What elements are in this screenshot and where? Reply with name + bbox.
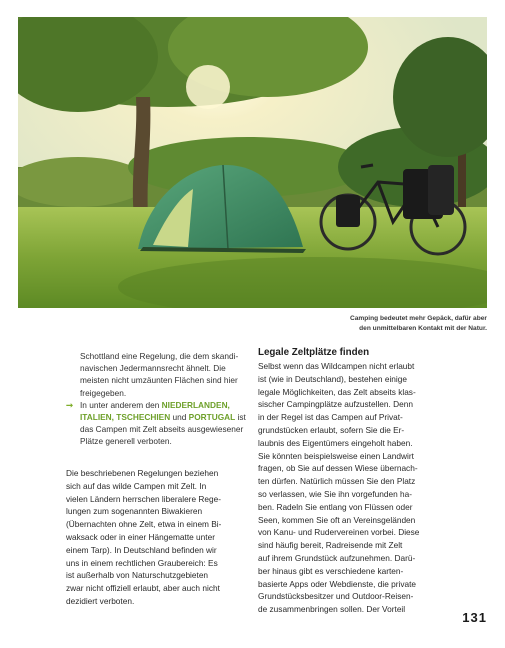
bullet-text: In unter anderem den [80, 399, 162, 410]
body-line: grundstücken erlaubt, sofern Sie die Er- [258, 424, 405, 435]
body-line: legale Möglichkeiten, das Zelt abseits klas- [258, 386, 416, 397]
body-line: de zusammenbringen sollen. Der Vorteil [258, 604, 406, 615]
bullet-and: und [170, 412, 189, 423]
bullet-line-3: das Campen mit Zelt abseits ausgewiesener [80, 424, 244, 435]
body-line: uns in einem rechtlichen Graubereich: Es [66, 557, 218, 568]
bullet-line-4: Plätze generell verboten. [80, 436, 172, 447]
country-czechia: TSCHECHIEN [116, 412, 171, 423]
section-heading: Legale Zeltplätze finden [258, 347, 370, 358]
country-netherlands: NIEDERLANDEN, [161, 399, 230, 410]
country-italy: ITALIEN, [80, 412, 114, 423]
body-line: auf ihrem Grundstück aufzunehmen. Darü- [258, 552, 416, 563]
box-line: navischen Jedermannsrecht ähnelt. Die [80, 363, 226, 374]
body-line: fragen, ob Sie auf dessen Wiese übernach- [258, 463, 418, 474]
caption-line-1: Camping bedeutet mehr Gepäck, dafür aber [349, 315, 487, 322]
box-line: meisten nicht umzäunten Flächen sind hier [80, 375, 238, 386]
camping-photo-illustration [18, 17, 487, 308]
right-column [258, 346, 448, 616]
body-line: ber hinaus gibt es verschiedene karten- [258, 565, 404, 576]
body-line: in der Regel ist das Campen auf Privat- [258, 412, 403, 423]
body-line: laubnis des Eigentümers eingeholt haben. [258, 437, 413, 448]
bullet-line-2 [80, 411, 254, 423]
bullet-line-1 [80, 399, 254, 411]
body-line: sich auf das wilde Campen mit Zelt. In [66, 480, 207, 491]
body-line: ist außerhalb von Naturschutzgebieten [66, 570, 209, 581]
body-line: Seen, kommen Sie oft an Vereinsgeländen [258, 514, 416, 525]
arrow-right-icon: ➞ [66, 399, 73, 410]
body-line: ist (wie in Deutschland), bestehen einige [258, 373, 407, 384]
box-line: Schottland eine Regelung, die dem skandi- [80, 351, 239, 361]
body-line: ben. Radeln Sie entlang von Flüssen oder [258, 501, 413, 512]
body-line: so verlassen, wie Sie ihn vorgefunden ha- [258, 488, 413, 499]
page-number: 131 [462, 610, 487, 625]
body-line: (Übernachten ohne Zelt, etwa in einem Bi- [66, 519, 222, 530]
body-line: Sie könnten beispielsweise einen Landwirt [258, 450, 414, 461]
camping-photo [18, 17, 487, 308]
body-line: waksack oder in einer Hängematte unter [66, 531, 215, 542]
bullet-text: ist [235, 412, 246, 423]
body-line: von Kanu- und Rudervereinen vorbei. Diese [258, 527, 420, 538]
body-line: dezidiert verboten. [66, 595, 135, 606]
left-column [66, 467, 254, 608]
caption-line-2: den unmittelbaren Kontakt mit der Natur. [359, 324, 487, 332]
body-line: sind häufig bereit, Radreisende mit Zelt [258, 540, 403, 551]
photo-caption [247, 314, 487, 333]
country-portugal: PORTUGAL [188, 412, 236, 423]
body-line: lungen zum sogenannten Biwakieren [66, 506, 203, 517]
body-line: sischer Campingplätze aufzustellen. Denn [258, 399, 413, 410]
box-line: freigegeben. [80, 387, 127, 398]
body-line: ten dürfen. Natürlich müssen Sie den Platz [258, 476, 416, 487]
body-line: Grundstücksbesitzer und Outdoor-Reisen- [258, 591, 414, 602]
body-line: Selbst wenn das Wildcampen nicht erlaubt [258, 361, 415, 371]
body-line: vielen Ländern herrschen liberalere Rege- [66, 493, 221, 504]
bullet-item [66, 399, 254, 448]
body-line: Die beschriebenen Regelungen beziehen [66, 468, 219, 478]
body-line: basierte Apps oder Webdienste, die private [258, 578, 417, 589]
info-box [66, 350, 254, 448]
body-line: zwar nicht offiziell erlaubt, aber auch nicht [66, 583, 220, 594]
body-line: einem Tarp). In Deutschland befinden wir [66, 544, 217, 555]
